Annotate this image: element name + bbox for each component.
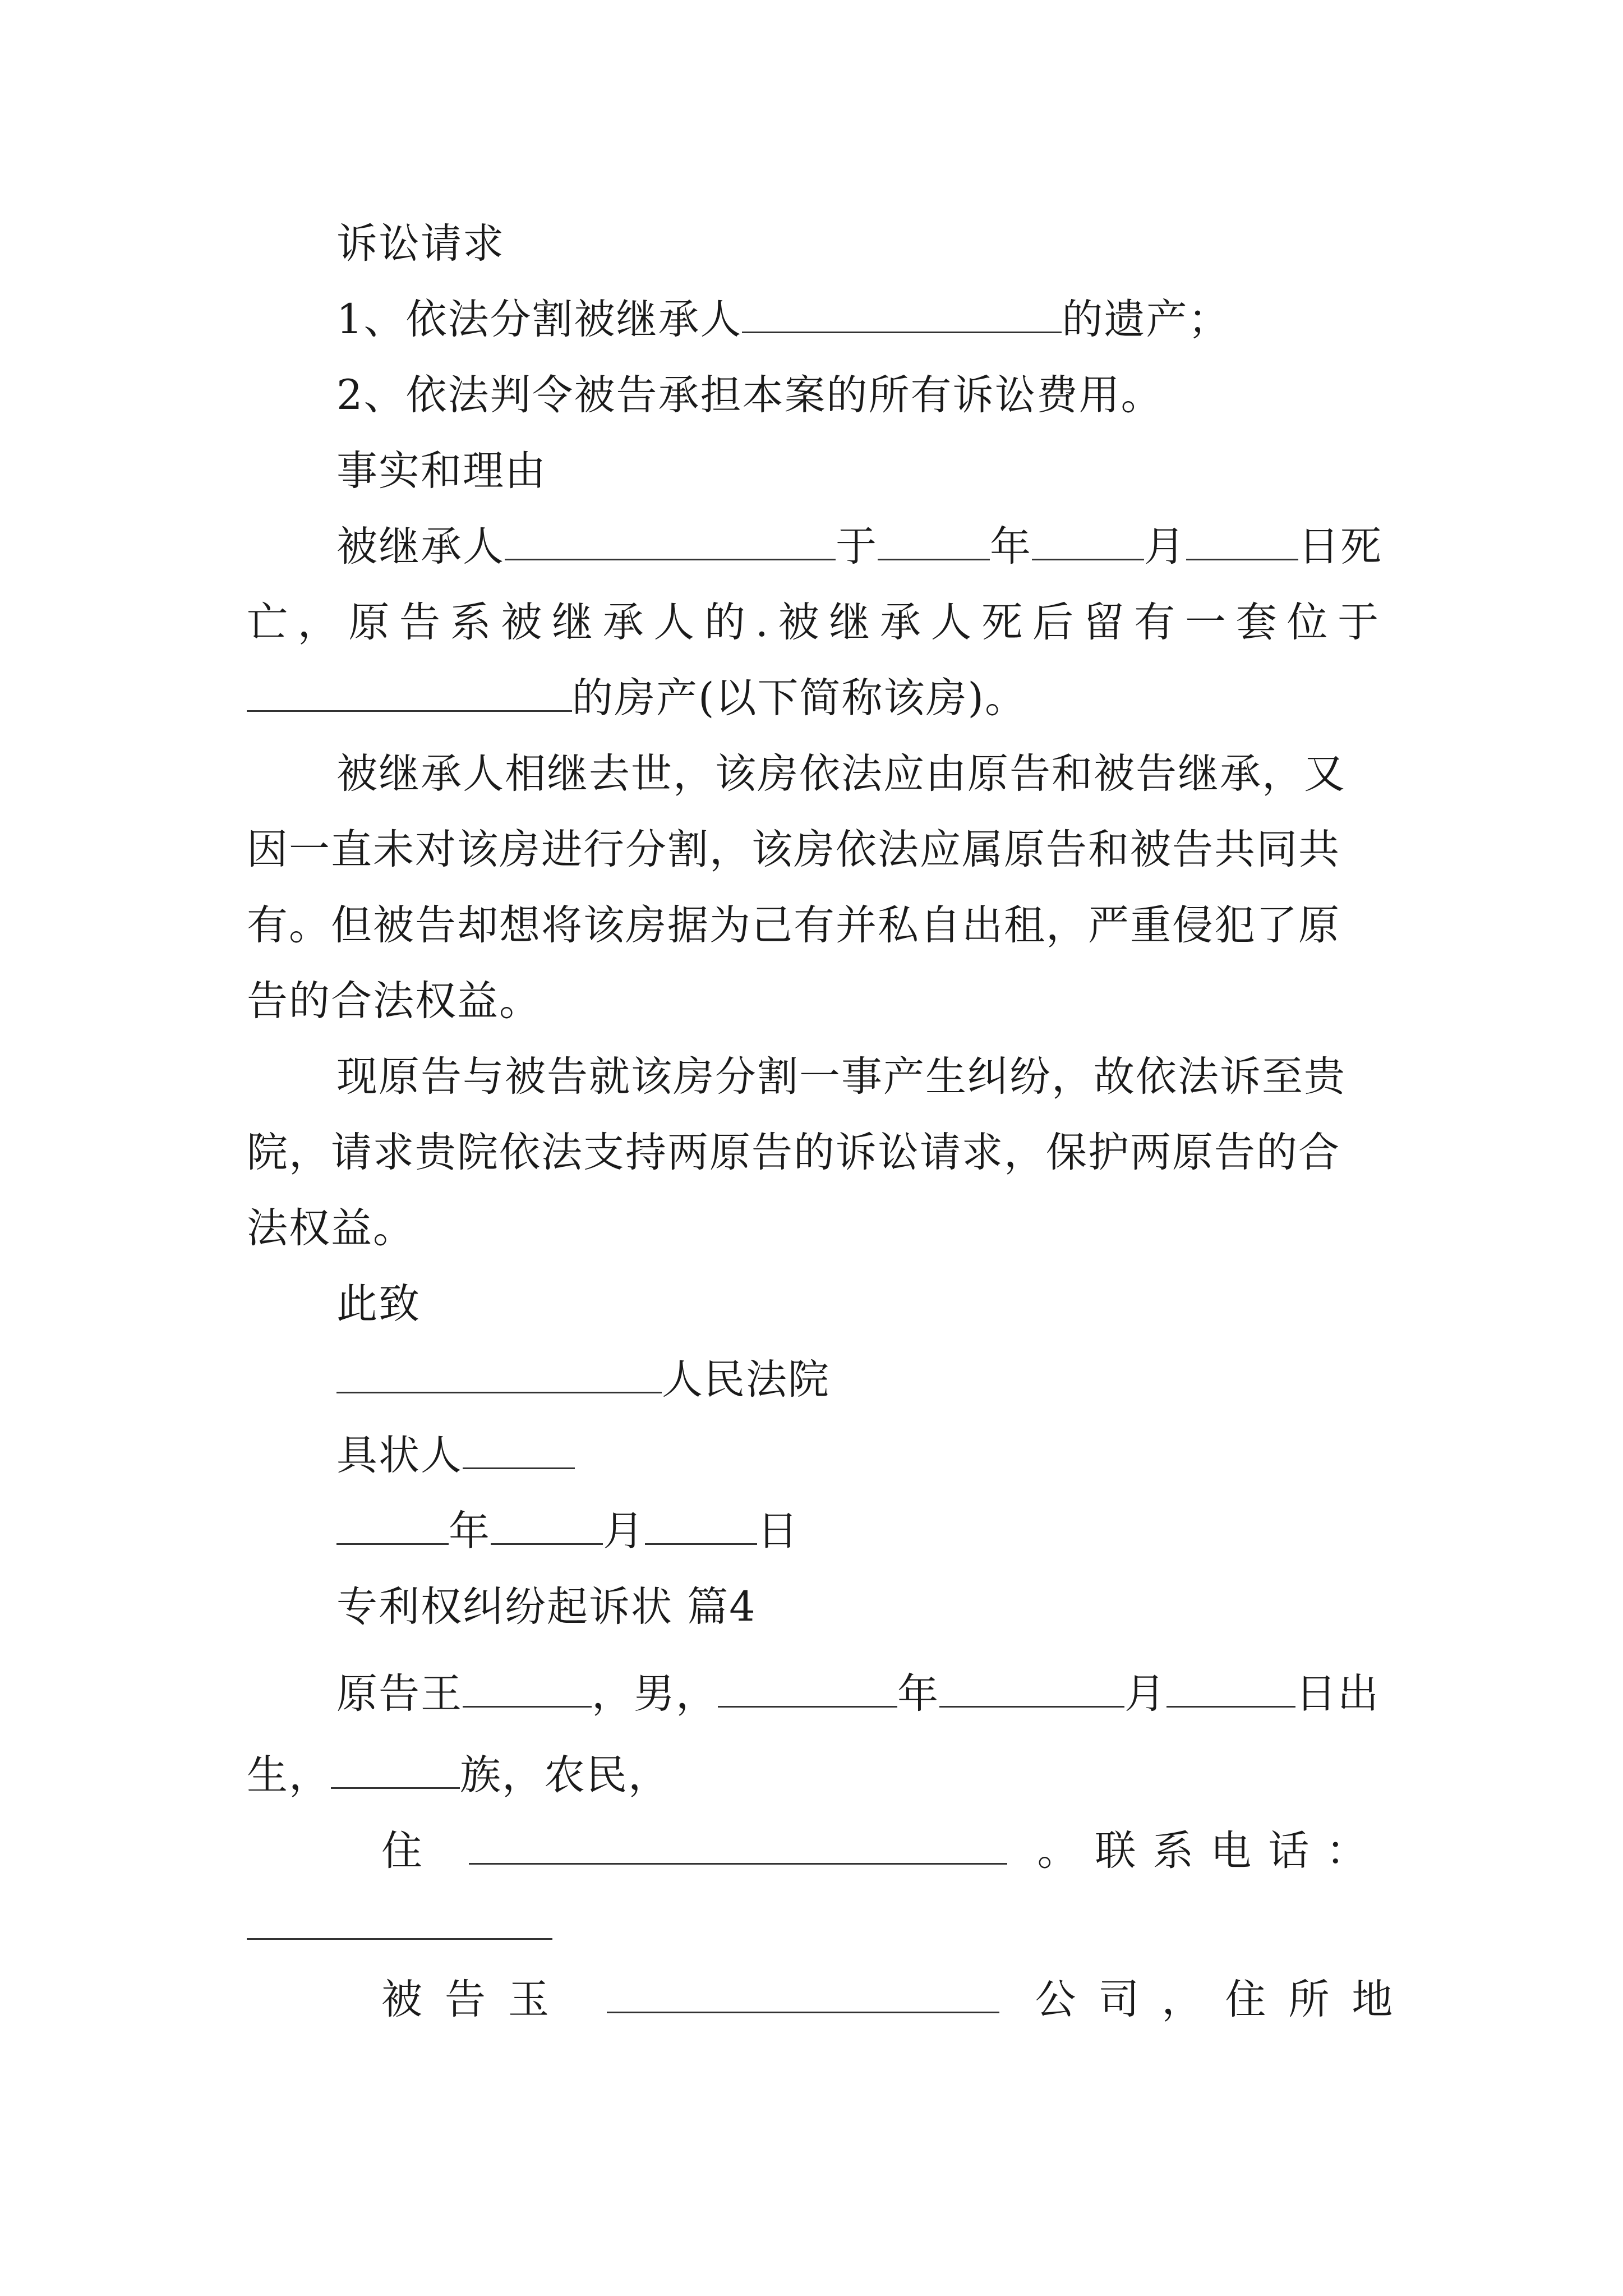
section-title: 专利权纠纷起诉状 篇4 <box>336 1583 757 1631</box>
blank-field[interactable] <box>607 1977 999 2013</box>
blank-field[interactable] <box>505 524 836 560</box>
blank-field[interactable] <box>491 1508 603 1545</box>
blank-field[interactable] <box>331 1752 460 1789</box>
defendant-line: 被告玉 公司，住所地 <box>381 1976 1415 2023</box>
paragraph-line: 告的合法权益。 <box>247 977 541 1025</box>
paragraph-line: 的房产(以下简称该房)。 <box>247 668 1380 729</box>
plaintiff-line-2: 生， 族，农民， <box>247 1751 670 1799</box>
paragraph-line: 有。但被告却想将该房据为己有并私自出租，严重侵犯了原 <box>247 901 1340 949</box>
plaintiff-line: 原告王 ，男， 年 月 日出 <box>336 1670 1380 1718</box>
blank-field[interactable] <box>469 1828 1007 1865</box>
paragraph-line: 被继承人相继去世，该房依法应由原告和被告继承，又 <box>336 750 1346 798</box>
blank-field[interactable] <box>336 1357 662 1393</box>
paragraph-line: 院，请求贵院依法支持两原告的诉讼请求，保护两原告的合 <box>247 1129 1340 1176</box>
blank-field[interactable] <box>1186 524 1298 560</box>
court-line: 人民法院 <box>247 1349 1380 1411</box>
blank-field[interactable] <box>939 1671 1124 1708</box>
blank-field[interactable] <box>336 1508 449 1545</box>
blank-field[interactable] <box>645 1508 757 1545</box>
signer-line: 具状人 <box>247 1425 1380 1487</box>
blank-field[interactable] <box>878 524 990 560</box>
address-line: 住 。联系电话： <box>381 1827 1384 1875</box>
blank-field[interactable] <box>247 675 572 712</box>
request-item-2: 2、依法判令被告承担本案的所有诉讼费用。 <box>336 371 1163 419</box>
paragraph-line: 被继承人 于 年 月 日死 <box>336 523 1382 570</box>
heading-facts-reasons: 事实和理由 <box>336 447 547 495</box>
blank-field[interactable] <box>1166 1671 1295 1708</box>
phone-blank[interactable] <box>247 1938 552 1940</box>
blank-field[interactable] <box>463 1671 592 1708</box>
blank-field[interactable] <box>1032 524 1144 560</box>
paragraph-line: 亡，原告系被继承人的.被继承人死后留有一套位于 <box>247 599 1380 646</box>
blank-field[interactable] <box>742 297 1062 333</box>
blank-field[interactable] <box>718 1671 897 1708</box>
paragraph-line: 现原告与被告就该房分割一事产生纠纷，故依法诉至贵 <box>336 1053 1346 1101</box>
heading-litigation-request: 诉讼请求 <box>336 220 505 268</box>
request-item-1: 1、依法分割被继承人 的遗产； <box>336 296 1230 343</box>
paragraph-line: 因一直未对该房进行分割，该房依法应属原告和被告共同共 <box>247 826 1340 873</box>
paragraph-line: 法权益。 <box>247 1204 415 1252</box>
date-line: 年 月 日 <box>247 1501 1380 1562</box>
salutation: 此致 <box>336 1280 421 1328</box>
blank-field[interactable] <box>463 1433 575 1469</box>
